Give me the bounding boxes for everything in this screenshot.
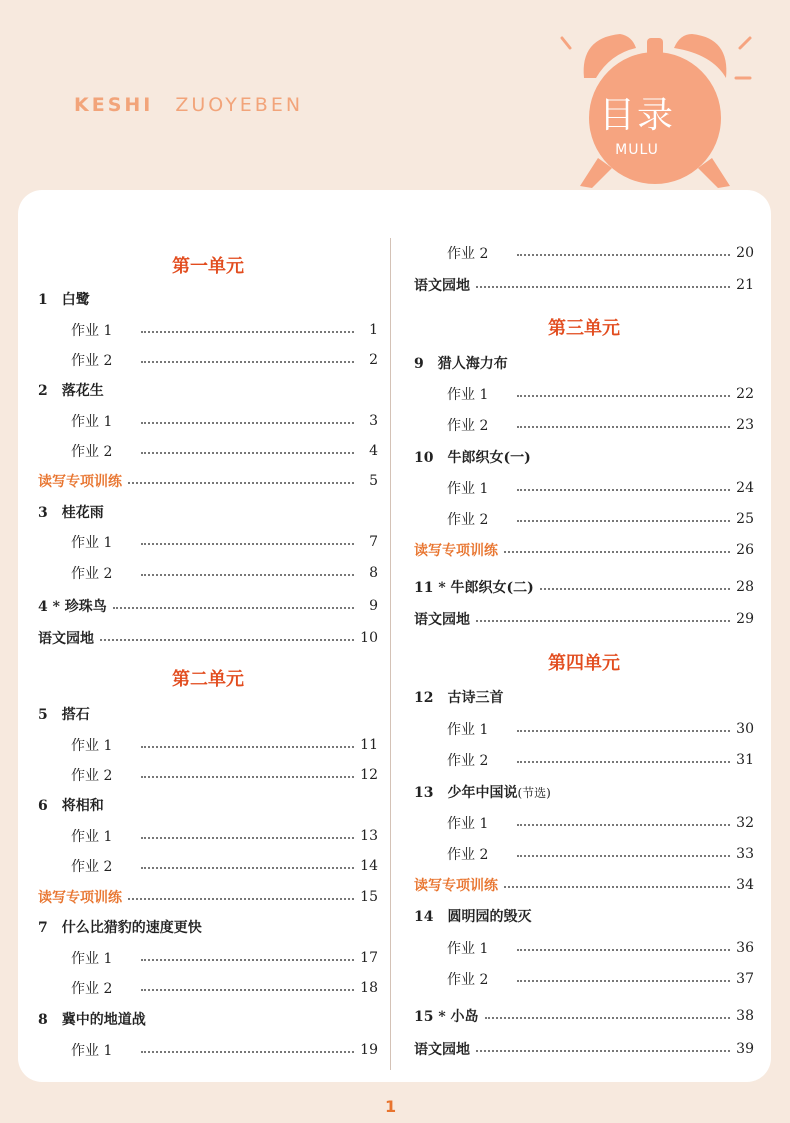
page-number: 20 — [736, 245, 754, 261]
dot-leader — [517, 761, 730, 763]
lesson-title: 9 猎人海力布 — [414, 356, 508, 372]
assignment-label: 作业 2 — [71, 768, 113, 784]
dot-leader — [476, 620, 730, 622]
page-number: 9 — [369, 598, 378, 614]
page-number: 1 — [369, 322, 378, 338]
dot-leader — [141, 746, 354, 748]
lesson-row[interactable] — [414, 577, 754, 597]
page-number: 4 — [369, 443, 378, 459]
dot-leader — [100, 639, 354, 641]
lesson-title: 5 搭石 — [38, 707, 90, 723]
assignment-row[interactable] — [414, 719, 754, 739]
dot-leader — [141, 422, 354, 424]
brand-zuoyeben: ZUOYEBEN — [175, 94, 304, 116]
lesson-title: 8 冀中的地道战 — [38, 1012, 146, 1028]
brand-keshi: KESHI — [74, 94, 154, 116]
page-number: 23 — [736, 417, 754, 433]
dot-leader — [141, 867, 354, 869]
assignment-label: 作业 2 — [71, 859, 113, 875]
lesson-row[interactable] — [414, 782, 754, 802]
brand-text — [74, 94, 303, 116]
chinese-garden-row[interactable] — [414, 275, 754, 295]
special-training-row[interactable] — [38, 887, 378, 907]
page-subtitle: MULU — [615, 142, 659, 158]
page-number: 29 — [736, 611, 754, 627]
assignment-label: 作业 2 — [71, 444, 113, 460]
page-number: 26 — [736, 542, 754, 558]
unit-heading: 第三单元 — [548, 318, 620, 339]
assignment-row[interactable] — [38, 978, 378, 998]
lesson-title: 6 将相和 — [38, 798, 104, 814]
page-number: 32 — [736, 815, 754, 831]
assignment-label: 作业 2 — [447, 512, 489, 528]
lesson-title: 1 白鹭 — [38, 292, 90, 308]
page-number: 18 — [360, 980, 378, 996]
page-number: 28 — [736, 579, 754, 595]
dot-leader — [517, 730, 730, 732]
assignment-label: 作业 1 — [71, 951, 113, 967]
page-number: 30 — [736, 721, 754, 737]
assignment-label: 作业 1 — [71, 829, 113, 845]
page-number: 38 — [736, 1008, 754, 1024]
page-number: 31 — [736, 752, 754, 768]
assignment-row[interactable] — [38, 350, 378, 370]
lesson-title: 14 圆明园的毁灭 — [414, 909, 532, 925]
lesson-row[interactable] — [38, 917, 378, 937]
lesson-title: 15 * 小岛 — [414, 1009, 479, 1025]
assignment-label: 作业 2 — [447, 418, 489, 434]
assignment-row[interactable] — [38, 948, 378, 968]
page-number: 39 — [736, 1041, 754, 1057]
assignment-row[interactable] — [414, 478, 754, 498]
assignment-row[interactable] — [414, 384, 754, 404]
assignment-label: 作业 2 — [447, 972, 489, 988]
dot-leader — [113, 607, 354, 609]
assignment-label: 作业 2 — [447, 847, 489, 863]
page-number: 22 — [736, 386, 754, 402]
page-number: 17 — [360, 950, 378, 966]
dot-leader — [517, 824, 730, 826]
lesson-title: 13 少年中国说 — [414, 785, 518, 801]
page-number: 21 — [736, 277, 754, 293]
lesson-title: 3 桂花雨 — [38, 505, 104, 521]
assignment-label: 作业 1 — [71, 535, 113, 551]
assignment-label: 作业 1 — [71, 738, 113, 754]
dot-leader — [141, 361, 354, 363]
page-number: 11 — [360, 737, 378, 753]
special-training-label: 读写专项训练 — [414, 878, 498, 894]
page-number: 25 — [736, 511, 754, 527]
dot-leader — [128, 898, 354, 900]
assignment-label: 作业 1 — [71, 414, 113, 430]
dot-leader — [517, 855, 730, 857]
assignment-row[interactable] — [38, 765, 378, 785]
assignment-label: 作业 1 — [447, 387, 489, 403]
dot-leader — [504, 886, 730, 888]
lesson-row[interactable] — [414, 906, 754, 926]
page-number: 2 — [369, 352, 378, 368]
assignment-row[interactable] — [38, 563, 378, 583]
dot-leader — [517, 980, 730, 982]
assignment-label: 作业 1 — [447, 722, 489, 738]
lesson-row[interactable] — [38, 289, 378, 309]
dot-leader — [517, 395, 730, 397]
assignment-label: 作业 1 — [71, 1043, 113, 1059]
assignment-label: 作业 1 — [447, 481, 489, 497]
lesson-title: 2 落花生 — [38, 383, 104, 399]
assignment-row[interactable] — [414, 750, 754, 770]
dot-leader — [128, 482, 354, 484]
dot-leader — [517, 254, 730, 256]
lesson-row[interactable] — [414, 447, 754, 467]
chinese-garden-label: 语文园地 — [38, 631, 94, 647]
page-number: 37 — [736, 971, 754, 987]
lesson-row[interactable] — [38, 502, 378, 522]
dot-leader — [141, 543, 354, 545]
assignment-row[interactable] — [38, 856, 378, 876]
chinese-garden-row[interactable] — [414, 609, 754, 629]
page-number: 7 — [369, 534, 378, 550]
page-number-footer: 1 — [385, 1097, 397, 1116]
lesson-title: 11 * 牛郎织女(二) — [414, 580, 534, 596]
dot-leader — [141, 837, 354, 839]
chinese-garden-label: 语文园地 — [414, 612, 470, 628]
page-number: 8 — [369, 565, 378, 581]
assignment-row[interactable] — [38, 441, 378, 461]
assignment-row[interactable] — [38, 735, 378, 755]
dot-leader — [141, 959, 354, 961]
lesson-title: 7 什么比猎豹的速度更快 — [38, 920, 202, 936]
lesson-title: 4 * 珍珠鸟 — [38, 599, 107, 615]
assignment-row[interactable] — [38, 532, 378, 552]
clock-handle — [647, 38, 663, 56]
lesson-row[interactable] — [414, 1006, 754, 1026]
dot-leader — [517, 520, 730, 522]
assignment-row[interactable] — [414, 243, 754, 263]
assignment-row[interactable] — [414, 969, 754, 989]
chinese-garden-label: 语文园地 — [414, 1042, 470, 1058]
special-training-label: 读写专项训练 — [414, 543, 498, 559]
ring-mark-2 — [740, 38, 750, 48]
assignment-row[interactable] — [414, 415, 754, 435]
dot-leader — [141, 574, 354, 576]
page-number: 24 — [736, 480, 754, 496]
dot-leader — [540, 588, 730, 590]
assignment-row[interactable] — [38, 1040, 378, 1060]
assignment-label: 作业 1 — [447, 941, 489, 957]
page-number: 5 — [369, 473, 378, 489]
unit-heading: 第四单元 — [548, 653, 620, 674]
dot-leader — [517, 426, 730, 428]
lesson-row[interactable] — [38, 596, 378, 616]
lesson-row[interactable] — [414, 687, 754, 707]
page-title: 目录 — [598, 95, 675, 136]
special-training-label: 读写专项训练 — [38, 474, 122, 490]
column-divider — [390, 238, 391, 1070]
ring-mark-1 — [562, 38, 570, 48]
lesson-title: 10 牛郎织女(一) — [414, 450, 531, 466]
page-number: 36 — [736, 940, 754, 956]
lesson-row[interactable] — [414, 353, 754, 373]
special-training-row[interactable] — [414, 875, 754, 895]
page-number: 10 — [360, 630, 378, 646]
assignment-row[interactable] — [414, 844, 754, 864]
assignment-row[interactable] — [414, 938, 754, 958]
assignment-row[interactable] — [38, 826, 378, 846]
dot-leader — [476, 286, 730, 288]
chinese-garden-row[interactable] — [414, 1039, 754, 1059]
assignment-label: 作业 1 — [71, 323, 113, 339]
dot-leader — [504, 551, 730, 553]
dot-leader — [517, 949, 730, 951]
dot-leader — [141, 1051, 354, 1053]
dot-leader — [517, 489, 730, 491]
page-number: 19 — [360, 1042, 378, 1058]
lesson-row[interactable] — [38, 1009, 378, 1029]
chinese-garden-label: 语文园地 — [414, 278, 470, 294]
lesson-title: 12 古诗三首 — [414, 690, 504, 706]
page-number: 33 — [736, 846, 754, 862]
dot-leader — [141, 331, 354, 333]
assignment-row[interactable] — [414, 509, 754, 529]
lesson-row[interactable] — [38, 380, 378, 400]
assignment-row[interactable] — [38, 411, 378, 431]
page-number: 15 — [360, 889, 378, 905]
assignment-label: 作业 2 — [447, 246, 489, 262]
assignment-label: 作业 2 — [71, 353, 113, 369]
show-through-background — [300, 60, 550, 150]
lesson-row[interactable] — [38, 704, 378, 724]
unit-heading: 第二单元 — [172, 669, 244, 690]
assignment-label: 作业 2 — [71, 981, 113, 997]
assignment-row[interactable] — [414, 813, 754, 833]
special-training-row[interactable] — [38, 471, 378, 491]
lesson-row[interactable] — [38, 795, 378, 815]
page-number: 13 — [360, 828, 378, 844]
chinese-garden-row[interactable] — [38, 628, 378, 648]
unit-heading: 第一单元 — [172, 256, 244, 277]
special-training-label: 读写专项训练 — [38, 890, 122, 906]
dot-leader — [485, 1017, 730, 1019]
assignment-label: 作业 2 — [71, 566, 113, 582]
dot-leader — [141, 989, 354, 991]
page-number: 12 — [360, 767, 378, 783]
lesson-note: (节选) — [517, 785, 551, 800]
dot-leader — [141, 776, 354, 778]
page-number: 3 — [369, 413, 378, 429]
dot-leader — [476, 1050, 730, 1052]
assignment-label: 作业 1 — [447, 816, 489, 832]
page-number: 34 — [736, 877, 754, 893]
assignment-row[interactable] — [38, 320, 378, 340]
dot-leader — [141, 452, 354, 454]
assignment-label: 作业 2 — [447, 753, 489, 769]
page-number: 14 — [360, 858, 378, 874]
special-training-row[interactable] — [414, 540, 754, 560]
